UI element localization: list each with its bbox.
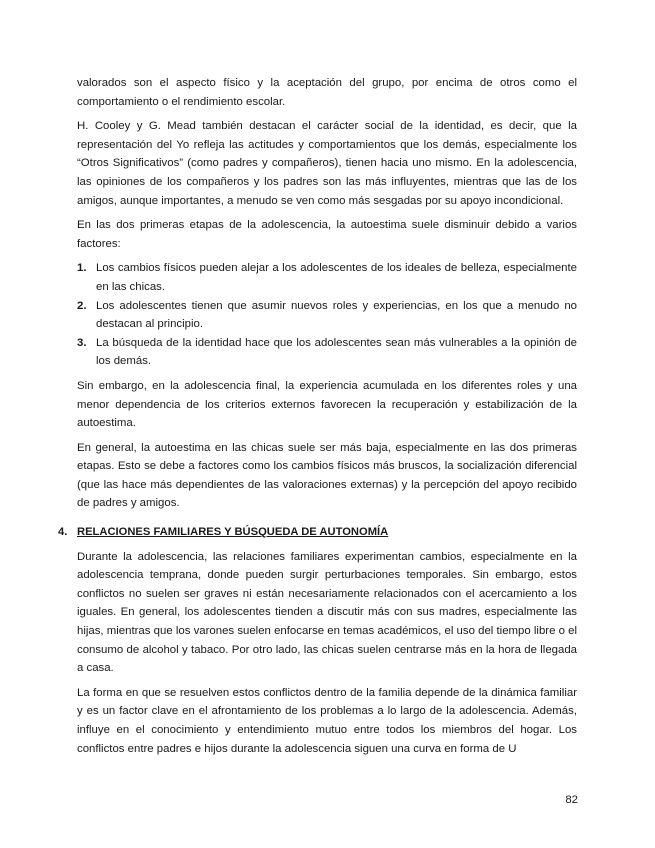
list-item <box>77 334 577 371</box>
list-item-number: 1. <box>77 262 87 275</box>
section-title: RELACIONES FAMILIARES Y BÚSQUEDA DE AUTONOMÍA <box>77 526 389 539</box>
factors-list <box>77 259 577 371</box>
section-heading <box>58 523 577 542</box>
paragraph-1: valorados son el aspecto físico y la aceptación del grupo, por encima de otros como el comportamiento o el rendimiento escolar. <box>77 77 577 108</box>
paragraph-2: H. Cooley y G. Mead también destacan el carácter social de la identidad, es decir, que la representación del Yo refleja las actitudes y comportamientos que los demás, especialmente los “Otros Significativos” (como padres y compañeros), tienen hacia uno mismo. En la adolescencia, las opiniones de los compañeros y los padres son las más influyentes, mientras que las de los amigos, aunque importantes, a menudo se ven como más sesgadas por su apoyo incondicional. <box>77 120 577 207</box>
list-item <box>77 259 577 296</box>
paragraph-4: Sin embargo, en la adolescencia final, la experiencia acumulada en los diferentes roles y una menor dependencia de los criterios externos favorecen la recuperación y estabilización de la autoestima. <box>77 379 577 430</box>
list-item-text: La búsqueda de la identidad hace que los adolescentes sean más vulnerables a la opinión de los demás. <box>96 336 577 368</box>
section-number: 4. <box>58 526 68 539</box>
page-body <box>58 74 577 764</box>
paragraph-5: En general, la autoestima en las chicas suele ser más baja, especialmente en las dos primeras etapas. Esto se debe a factores como los cambios físicos más bruscos, la socialización diferencial (que las hace más dependientes de las valoraciones externas) y la percepción del apoyo recibido de padres y amigos. <box>77 441 577 510</box>
list-item-text: Los cambios físicos pueden alejar a los adolescentes de los ideales de belleza, especialmente en las chicas. <box>96 262 577 293</box>
paragraph-6: Durante la adolescencia, las relaciones familiares experimentan cambios, especialmente en la adolescencia temprana, donde pueden surgir perturbaciones temporales. Sin embargo, estos conflictos no suelen ser graves ni están necesariamente relacionados con el acercamiento a los iguales. En general, los adolescentes tienden a discutir más con sus madres, especialmente las hijas, mientras que los varones suelen enfocarse en temas académicos, el uso del tiempo libre o el consumo de alcohol y tabaco. Por otro lado, las chicas suelen centrarse más en la hora de llegada a casa. <box>77 550 577 675</box>
list-item-number: 3. <box>77 336 87 349</box>
list-item <box>77 297 577 334</box>
paragraph-7: La forma en que se resuelven estos conflictos dentro de la familia depende de la dinámica familiar y es un factor clave en el afrontamiento de los problemas a lo largo de la adolescencia. Además, influye en el conocimiento y entendimiento mutuo entre todos los miembros del hogar. Los conflictos entre padres e hijos durante la adolescencia siguen una curva en forma de U <box>77 686 577 755</box>
list-item-number: 2. <box>77 299 87 312</box>
list-item-text: Los adolescentes tienen que asumir nuevos roles y experiencias, en los que a menudo no destacan al principio. <box>96 299 577 331</box>
page-number: 82 <box>565 794 578 806</box>
paragraph-3: En las dos primeras etapas de la adolescencia, la autoestima suele disminuir debido a varios factores: <box>77 219 577 250</box>
